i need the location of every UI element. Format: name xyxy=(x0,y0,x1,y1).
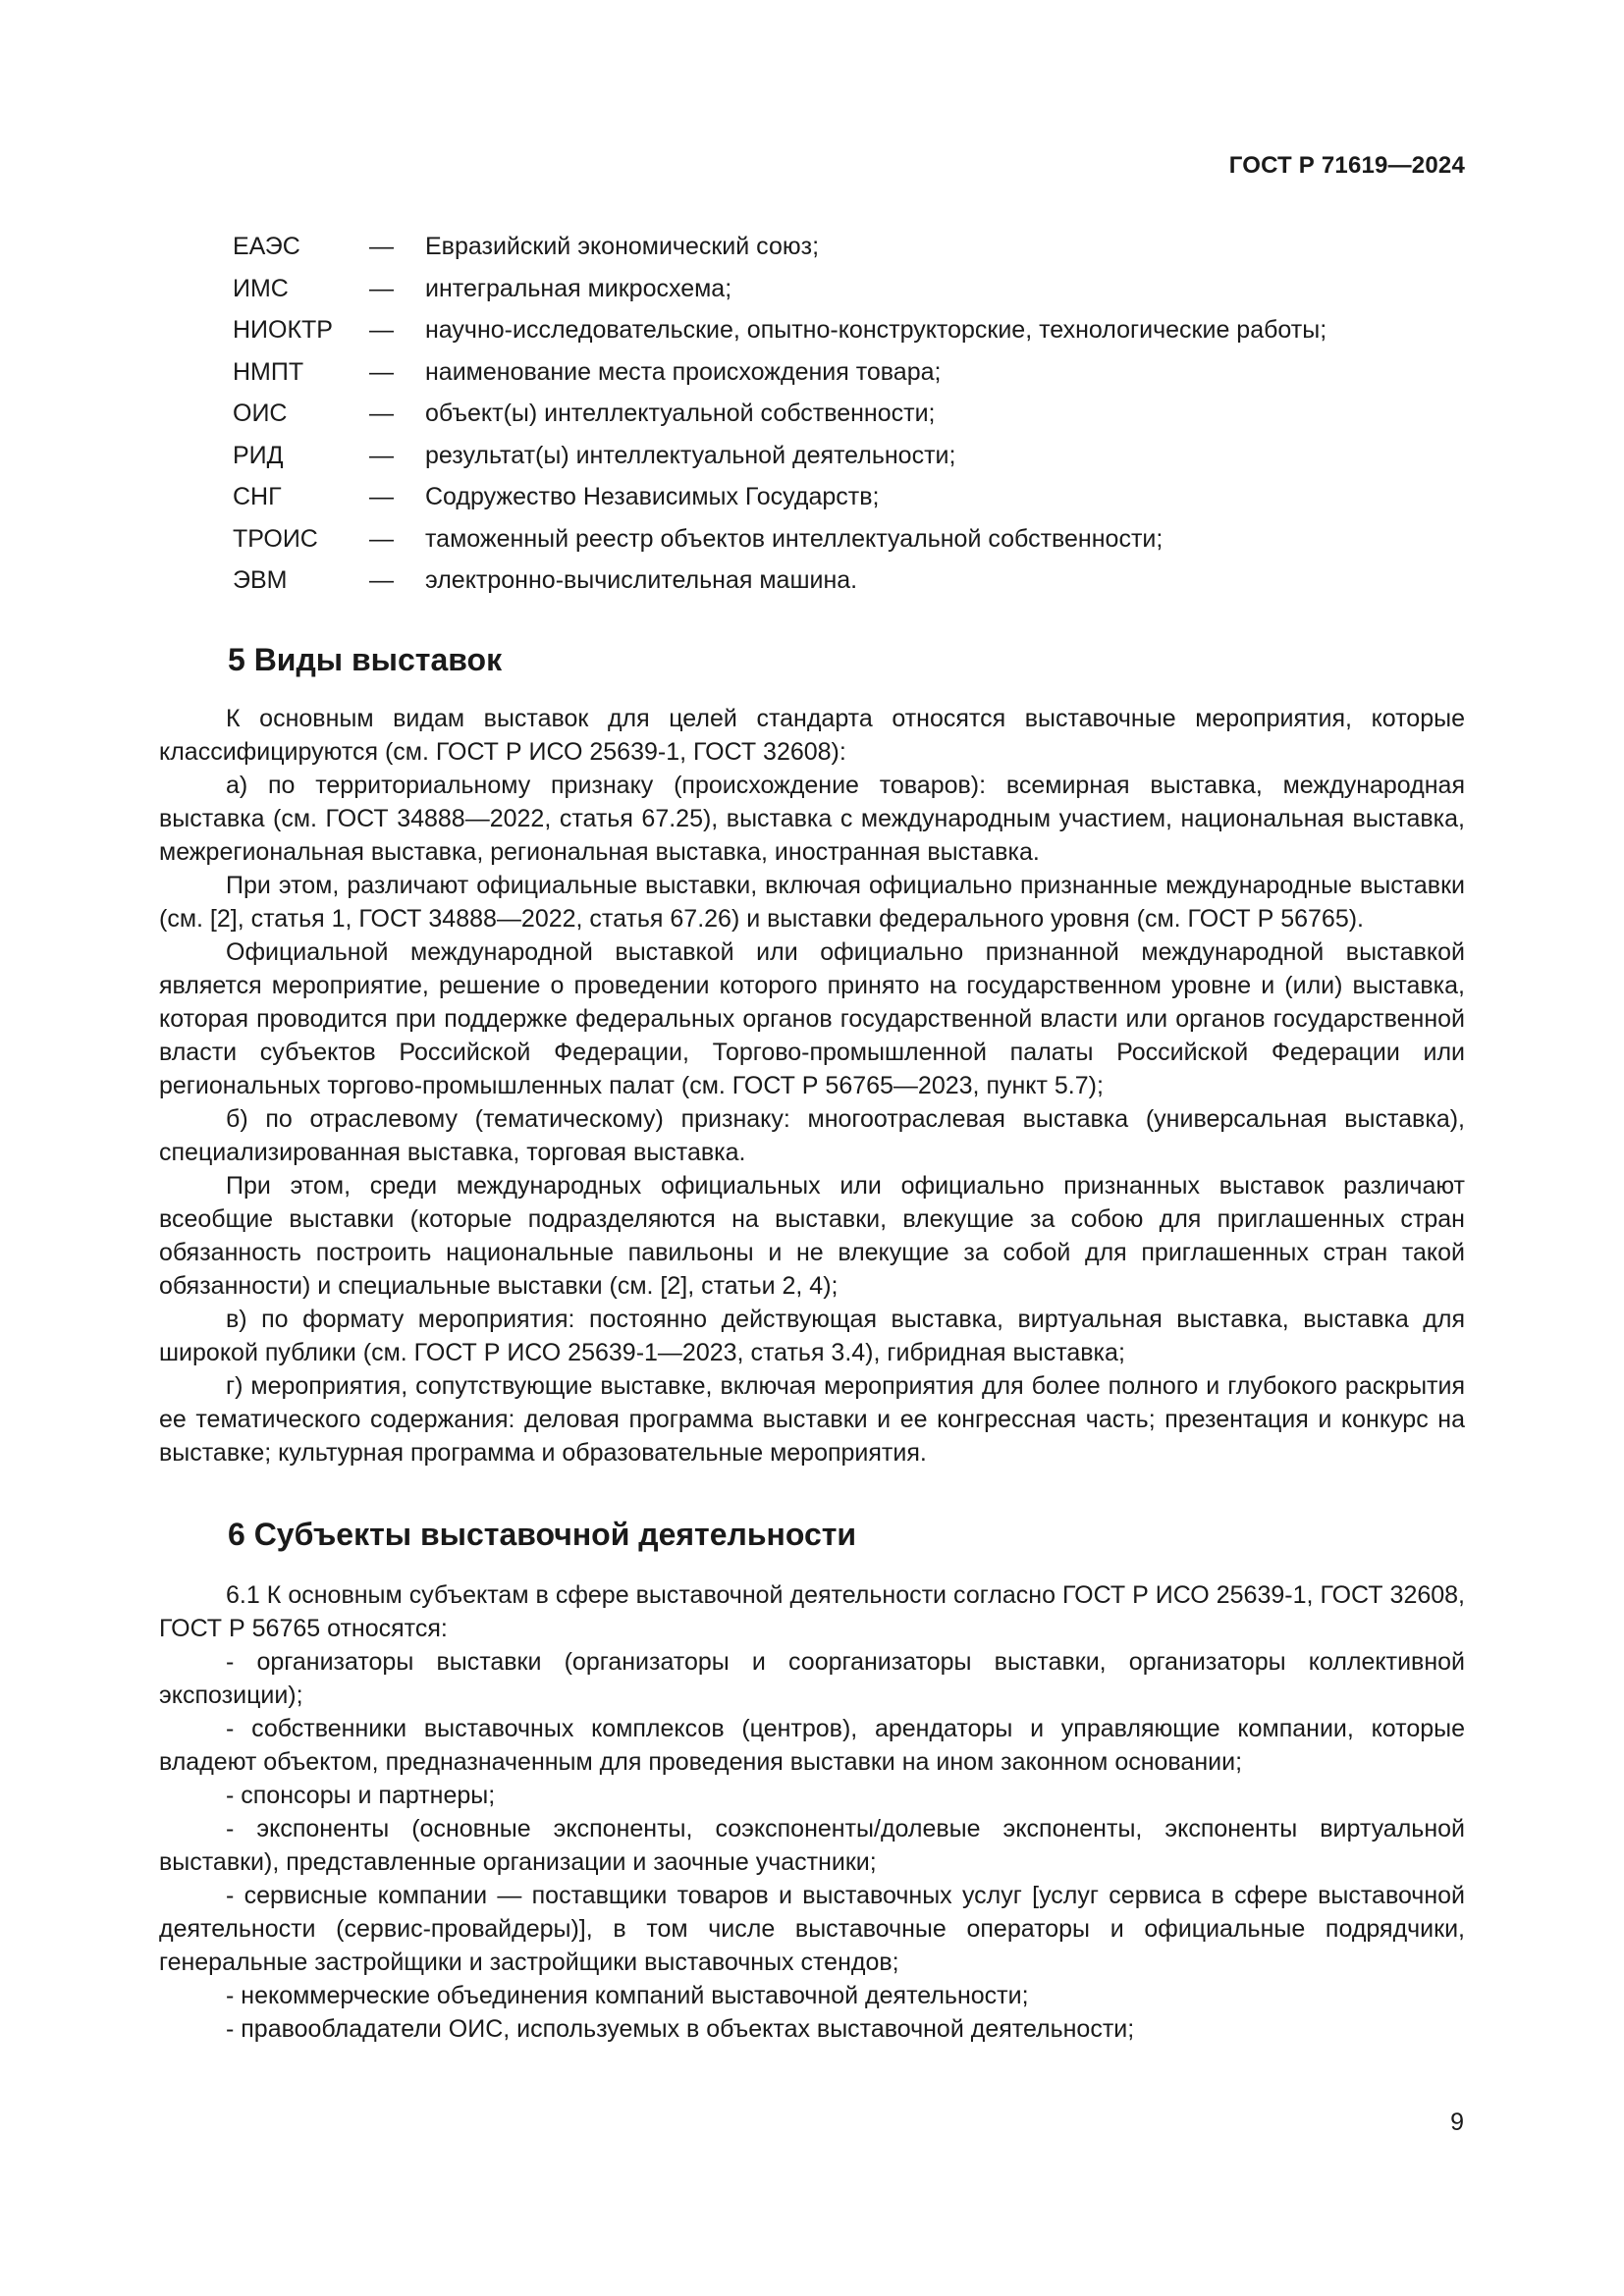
abbreviation-definition: объект(ы) интеллектуальной собственности; xyxy=(425,400,936,427)
abbreviation-definition: результат(ы) интеллектуальной деятельности; xyxy=(425,441,956,469)
section-6-paragraph: - некоммерческие объединения компаний выставочной деятельности; xyxy=(226,1981,1029,2009)
abbreviation-definition: интегральная микросхема; xyxy=(425,274,732,302)
abbreviation-row xyxy=(159,483,1465,525)
section-5-paragraph: г) мероприятия, сопутствующие выставке, включая мероприятия для более полного и глубокого раскрытия ее тематического содержания: деловая программа выставки и ее конгрессная часть; презентация и конкурс на выставке; культурная программа и образовательные мероприятия. xyxy=(159,1371,1465,1467)
abbreviation-definition: Содружество Независимых Государств; xyxy=(425,483,880,510)
section-5-paragraph: При этом, различают официальные выставки, включая официально признанные международные выставки (см. [2], статья 1, ГОСТ 34888—2022, статья 67.26) и выставки федерального уровня (см. ГОСТ Р 56765). xyxy=(159,871,1465,933)
abbreviation-definition: электронно-вычислительная машина. xyxy=(425,566,858,594)
section-6-paragraph: 6.1 К основным субъектам в сфере выставочной деятельности согласно ГОСТ Р ИСО 25639-1, ГОСТ 32608, ГОСТ Р 56765 относятся: xyxy=(159,1580,1465,1642)
abbreviation-term: НМПТ xyxy=(233,357,304,386)
abbreviation-list xyxy=(159,233,1465,609)
section-6-paragraph: - правообладатели ОИС, используемых в объектах выставочной деятельности; xyxy=(226,2014,1135,2043)
section-5-paragraph: К основным видам выставок для целей стандарта относятся выставочные мероприятия, которые классифицируются (см. ГОСТ Р ИСО 25639-1, ГОСТ 32608): xyxy=(159,704,1465,766)
section-5-body xyxy=(159,702,1465,1469)
section-6-paragraph: - собственники выставочных комплексов (центров), арендаторы и управляющие компании, которые владеют объектом, предназначенным для проведения выставки на ином законном основании; xyxy=(159,1714,1465,1776)
abbreviation-dash: — xyxy=(369,566,394,594)
abbreviation-dash: — xyxy=(369,357,394,386)
abbreviation-dash: — xyxy=(369,316,394,344)
abbreviation-row xyxy=(159,442,1465,484)
abbreviation-row xyxy=(159,358,1465,400)
abbreviation-dash: — xyxy=(369,400,394,427)
abbreviation-term: НИОКТР xyxy=(233,316,333,344)
section-5-paragraph: б) по отраслевому (тематическому) признаку: многоотраслевая выставка (универсальная выставка), специализированная выставка, торговая выставка. xyxy=(159,1104,1465,1166)
abbreviation-row xyxy=(159,275,1465,317)
section-5-title: 5 Виды выставок xyxy=(228,641,503,677)
page-content xyxy=(159,233,1465,2046)
abbreviation-term: ЭВМ xyxy=(233,566,288,594)
abbreviation-term: ОИС xyxy=(233,400,288,427)
section-5-paragraph: Официальной международной выставкой или официально признанной международной выставкой является мероприятие, решение о проведении которого принято на государственном уровне и (или) выставка, которая проводится при поддержке федеральных органов государственной власти или органов государственной власти субъектов Российской Федерации, Торгово-промышленной палаты Российской Федерации или региональных торгово-промышленных палат (см. ГОСТ Р 56765—2023, пункт 5.7); xyxy=(159,937,1465,1099)
document-code: ГОСТ Р 71619—2024 xyxy=(1228,152,1465,179)
abbreviation-dash: — xyxy=(369,524,394,553)
abbreviation-row xyxy=(159,525,1465,567)
section-6-title: 6 Субъекты выставочной деятельности xyxy=(228,1516,857,1552)
abbreviation-row xyxy=(159,400,1465,442)
section-5-paragraph: в) по формату мероприятия: постоянно действующая выставка, виртуальная выставка, выставка для широкой публики (см. ГОСТ Р ИСО 25639-1—2023, статья 3.4), гибридная выставка; xyxy=(159,1305,1465,1366)
section-5-paragraph: При этом, среди международных официальных или официально признанных выставок различают всеобщие выставки (которые подразделяются на выставки, влекущие за собою для приглашенных стран обязанность построить национальные павильоны и не влекущие за собой для приглашенных стран такой обязанности) и специальные выставки (см. [2], статьи 2, 4); xyxy=(159,1171,1465,1300)
abbreviation-term: ЕАЭС xyxy=(233,233,300,260)
abbreviation-term: РИД xyxy=(233,441,284,469)
abbreviation-definition: научно-исследовательские, опытно-конструкторские, технологические работы; xyxy=(425,316,1327,344)
abbreviation-row xyxy=(159,316,1465,358)
page-number: 9 xyxy=(1450,2109,1464,2136)
abbreviation-term: ИМС xyxy=(233,274,289,302)
abbreviation-term: ТРОИС xyxy=(233,524,318,553)
abbreviation-dash: — xyxy=(369,274,394,302)
abbreviation-dash: — xyxy=(369,483,394,510)
abbreviation-definition: наименование места происхождения товара; xyxy=(425,357,942,386)
section-6-paragraph: - организаторы выставки (организаторы и соорганизаторы выставки, организаторы коллективной экспозиции); xyxy=(159,1647,1465,1709)
abbreviation-row xyxy=(159,233,1465,275)
abbreviation-dash: — xyxy=(369,233,394,260)
abbreviation-row xyxy=(159,566,1465,609)
section-6-paragraph: - экспоненты (основные экспоненты, соэкспоненты/долевые экспоненты, экспоненты виртуальной выставки), представленные организации и заочные участники; xyxy=(159,1814,1465,1876)
section-6-paragraph: - спонсоры и партнеры; xyxy=(226,1781,496,1809)
abbreviation-term: СНГ xyxy=(233,483,282,510)
section-6-body xyxy=(159,1578,1465,2046)
abbreviation-definition: таможенный реестр объектов интеллектуальной собственности; xyxy=(425,524,1164,553)
section-6-paragraph: - сервисные компании — поставщики товаров и выставочных услуг [услуг сервиса в сфере выставочной деятельности (сервис-провайдеры)], в том числе выставочные операторы и официальные подрядчики, генеральные застройщики и застройщики выставочных стендов; xyxy=(159,1881,1465,1976)
abbreviation-dash: — xyxy=(369,441,394,469)
section-5-paragraph: а) по территориальному признаку (происхождение товаров): всемирная выставка, международная выставка (см. ГОСТ 34888—2022, статья 67.25), выставка с международным участием, национальная выставка, межрегиональная выставка, региональная выставка, иностранная выставка. xyxy=(159,771,1465,866)
abbreviation-definition: Евразийский экономический союз; xyxy=(425,233,820,260)
